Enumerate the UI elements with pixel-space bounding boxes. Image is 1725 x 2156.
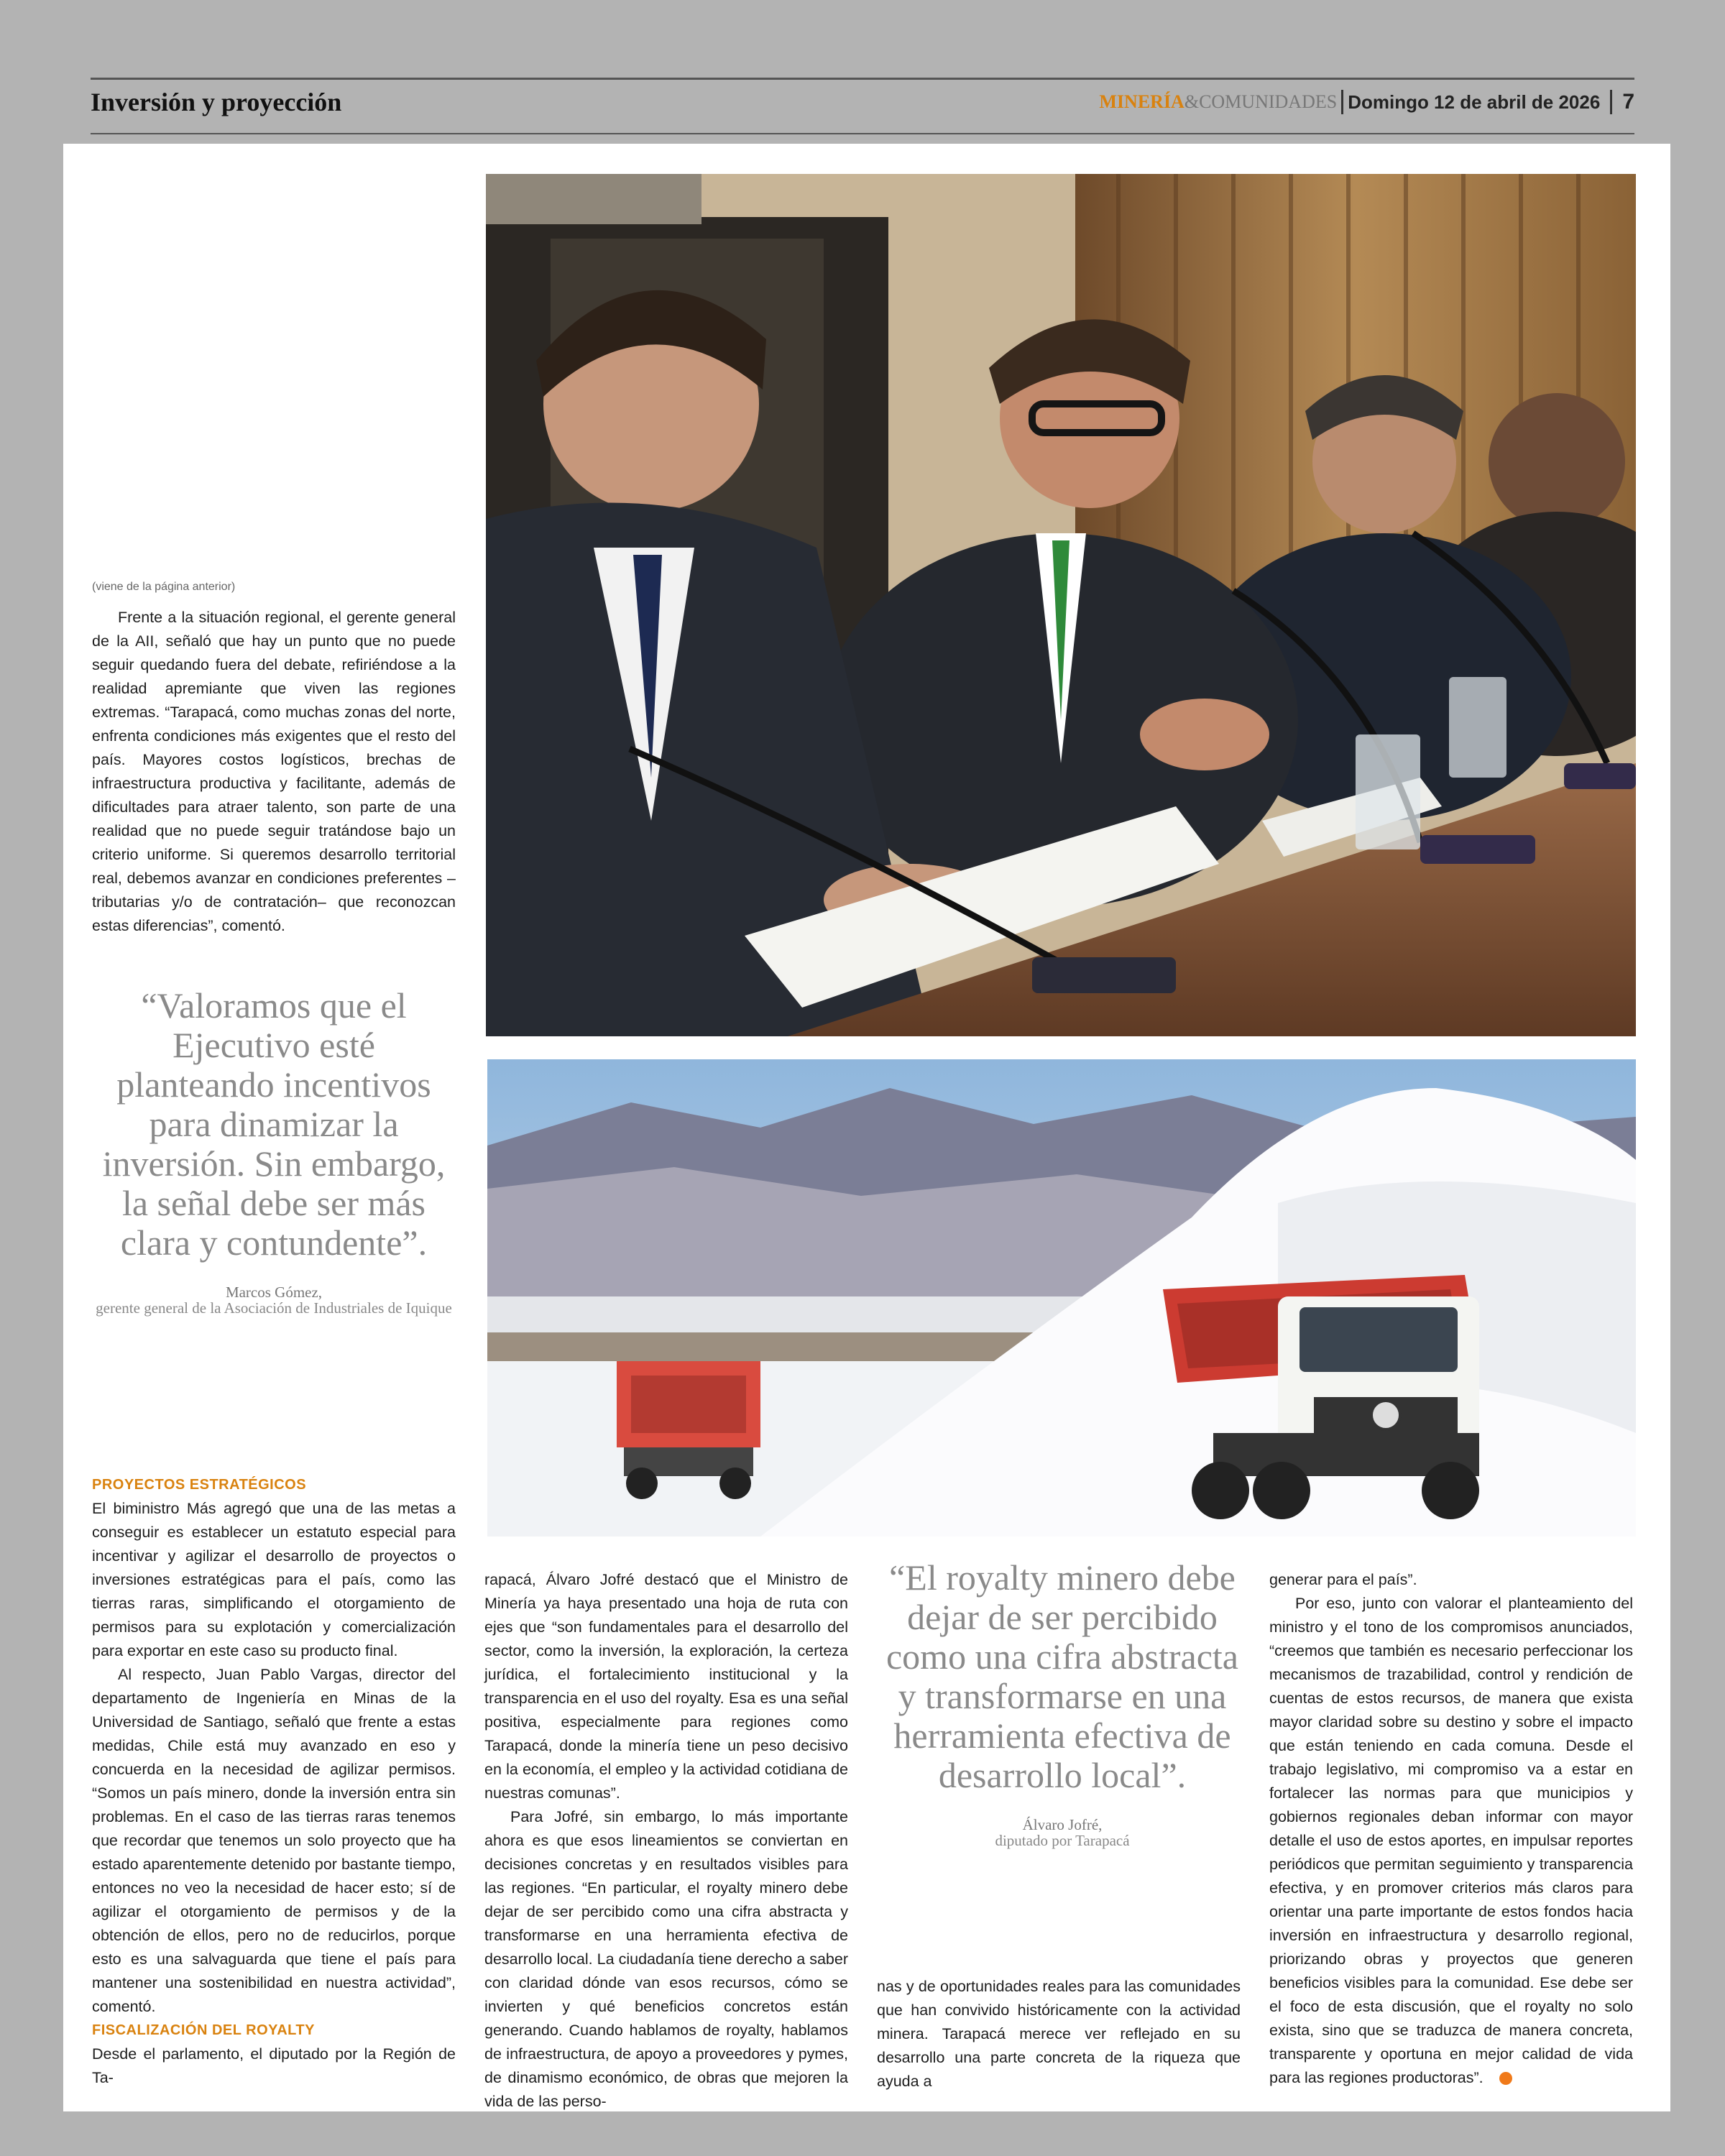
article-column-2 — [484, 1568, 848, 2114]
article-column-1 — [92, 575, 456, 938]
article-paragraph: El biministro Más agregó que una de las metas a conseguir es establecer un estatuto especial para incentivar y agilizar el desarrollo de proyectos o inversiones estratégicas para el país, como las tierras raras, simplificando el otorgamiento de permisos para su explotación y comercialización para exportar en este caso su producto final. — [92, 1500, 456, 1659]
page-number: 7 — [1622, 90, 1634, 114]
page-header — [91, 78, 1634, 134]
section-title: Inversión y proyección — [91, 88, 342, 116]
masthead-divider — [1341, 90, 1343, 114]
article-paragraph-text: Por eso, junto con valorar el planteamiento del ministro y el tono de los compromisos anunciados, “creemos que también es necesario perfeccionar los mecanismos de trazabilidad, control y rendición de cuentas de estos recursos, de manera que exista mayor claridad sobre su destino y sobre el impacto que están teniendo en cada comuna. Desde el trabajo legislativo, mi compromiso va a estar en fortalecer las normas para que municipios y gobiernos regionales deban informar con mayor detalle el uso de estos aportes, en impulsar reportes periódicos que permitan seguimiento y transparencia efectiva, y en promover criterios más claros para orientar una parte importante de estos fondos hacia inversión en infraestructura y desarrollo regional, priorizando obras y proyectos que generen beneficios visibles para la comunidad. Ese debe ser el foco de esta discusión, que el royalty no solo exista, sino que se traduzca de manera concreta, transparente y oportuna en mejor calidad de vida para las regiones productoras”. — [1269, 1595, 1633, 2086]
pull-quote-text: “El royalty minero debe dejar de ser percibido como una cifra abstracta y transformarse en una herramienta efectiva de desarrollo local”. — [886, 1557, 1238, 1795]
pull-quote-gomez — [92, 986, 456, 1316]
subhead-fiscalizacion: FISCALIZACIÓN DEL ROYALTY — [92, 2022, 315, 2038]
masthead-divider — [1610, 90, 1612, 114]
page-sheet — [63, 144, 1670, 2111]
pull-quote-author: Álvaro Jofré, — [1022, 1816, 1103, 1833]
article-paragraph: Desde el parlamento, el diputado por la Región de Ta- — [92, 2045, 456, 2086]
masthead — [1099, 90, 1634, 114]
article-paragraph: generar para el país”. — [1269, 1571, 1417, 1588]
trucks-photo-illustration — [487, 1059, 1636, 1537]
pull-quote-role: gerente general de la Asociación de Industriales de Iquique — [96, 1299, 452, 1317]
article-paragraph — [1269, 1592, 1633, 2090]
article-column-3 — [877, 1975, 1241, 2093]
pull-quote-jofre — [875, 1558, 1249, 1848]
article-paragraph: nas y de oportunidades reales para las comunidades que han convivido históricamente con la actividad minera. Tarapacá merece ver reflejado en su desarrollo una parte concreta de la riqueza que ayuda a — [877, 1978, 1241, 2090]
subhead-proyectos: PROYECTOS ESTRATÉGICOS — [92, 1477, 307, 1493]
article-paragraph: rapacá, Álvaro Jofré destacó que el Ministro de Minería ya haya presentado una hoja de ruta con ejes que “son fundamentales para el desarrollo del sector, como la inversión, la exploración, la certeza jurídica, el fortalecimiento institucional y la transparencia en el uso del royalty. Esa es una señal positiva, especialmente para regiones como Tarapacá, donde la minería tiene un peso decisivo en la economía, el empleo y la actividad cotidiana de nuestras comunas”. — [484, 1571, 848, 1802]
article-paragraph: Para Jofré, sin embargo, lo más importante ahora es que esos lineamientos se conviertan en decisiones concretas y en resultados visibles para las regiones. “En particular, el royalty minero debe dejar de ser percibido como una cifra abstracta y transformarse en una herramienta efectiva de desarrollo local. La ciudadanía tiene derecho a saber con claridad dónde van esos recursos, cómo se invierten y qué beneficios concretos están generando. Cuando hablamos de royalty, hablamos de infraestructura, de apoyo a proveedores y pymes, de dinamismo económico, de obras que mejoren la vida de las perso- — [484, 1808, 848, 2110]
masthead-section: &COMUNIDADES — [1184, 91, 1338, 112]
photo-trucks — [487, 1059, 1636, 1537]
issue-date: Domingo 12 de abril de 2026 — [1348, 91, 1601, 113]
article-column-1-lower — [92, 1473, 456, 2090]
continued-note: (viene de la página anterior) — [92, 581, 236, 593]
article-paragraph: Al respecto, Juan Pablo Vargas, director del departamento de Ingeniería en Minas de la Universidad de Santiago, señaló que frente a estas medidas, Chile está muy avanzado en eso y concuerda en la necesidad de agilizar permisos. “Somos un país minero, donde la inversión entra sin problemas. En el caso de las tierras raras tenemos que recordar que tenemos un solo proyecto que ha estado aparentemente detenido por bastante tiempo, entonces no veo la necesidad de hacer esto; sí de agilizar el otorgamiento de permisos y de la obtención de ellos, pero no de reducirlos, porque esto es una salvaguarda que tiene el país para mantener una sostenibilidad en nuestra actividad”, comentó. — [92, 1666, 456, 2015]
article-column-4 — [1269, 1568, 1633, 2090]
pull-quote-role: diputado por Tarapacá — [995, 1832, 1130, 1849]
meeting-photo-illustration — [486, 174, 1636, 1036]
masthead-brand: MINERÍA — [1099, 91, 1184, 112]
article-paragraph: Frente a la situación regional, el gerente general de la AII, señaló que hay un punto que no puede seguir quedando fuera del debate, refiriéndose a la realidad apremiante que viven las regiones extremas. “Tarapacá, como muchas zonas del norte, enfrenta condiciones más exigentes que el resto del país. Mayores costos logísticos, brechas de infraestructura productiva y facilitante, además de dificultades para atraer talento, son parte de una realidad que no puede seguir tratándose bajo un criterio uniforme. Si queremos desarrollo territorial real, debemos avanzar en condiciones preferentes –tributarias y/o de contratación– que reconozcan estas diferencias”, comentó. — [92, 609, 456, 934]
photo-meeting — [486, 174, 1636, 1036]
end-of-article-dot-icon — [1499, 2072, 1512, 2085]
pull-quote-author: Marcos Gómez, — [225, 1284, 323, 1301]
pull-quote-text: “Valoramos que el Ejecutivo esté planteando incentivos para dinamizar la inversión. Sin embargo, la señal debe ser más clara y contundente”. — [102, 985, 446, 1263]
